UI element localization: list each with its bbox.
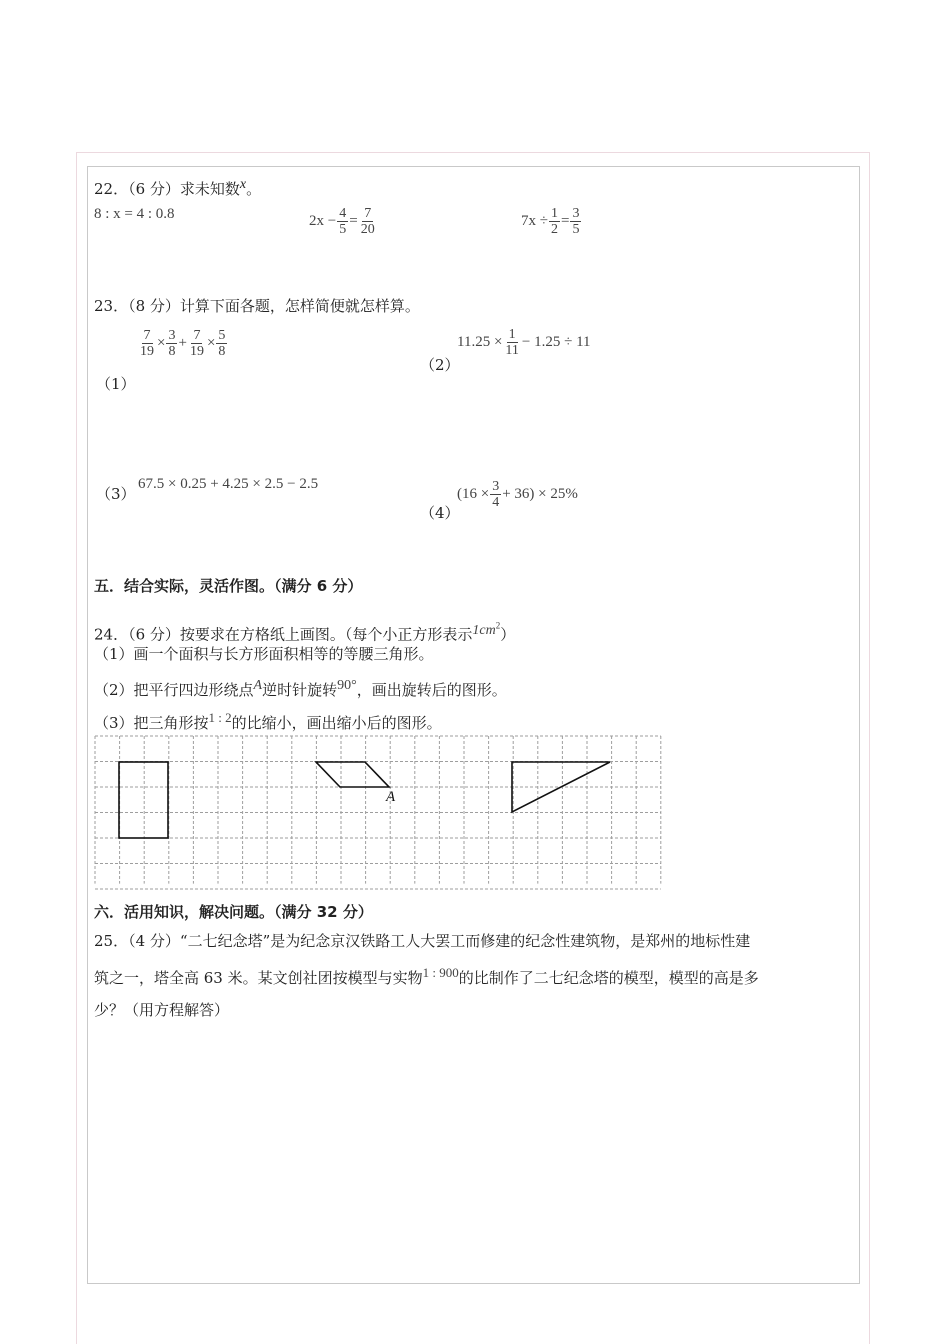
point-a-label: A: [386, 789, 396, 805]
fraction: [188, 328, 206, 359]
q23-part1-expression: [137, 328, 228, 359]
expression-prefix: 11.25 ×: [457, 334, 503, 350]
fraction-denominator: 5: [339, 222, 347, 237]
q25-line2-text-b: 的比制作了二七纪念塔的模型，模型的高是多: [458, 969, 759, 987]
q25-line-1: 25．（4 分）“二七纪念塔”是为纪念京汉铁路工人大罢工而修建的纪念性建筑物，是郑州的地标性建: [94, 932, 751, 950]
operator: +: [178, 335, 187, 351]
q25-text: [94, 925, 854, 1026]
q23-part3-label: （3）: [96, 485, 136, 503]
fraction-denominator: 8: [168, 344, 176, 359]
fraction-numerator: 7: [143, 328, 151, 343]
q22-title-end: 。: [246, 180, 262, 198]
q22-eq2-prefix: 2x −: [309, 213, 337, 229]
q22-equation-3: [521, 206, 582, 237]
q25-line-3: 少？（用方程解答）: [94, 1001, 230, 1019]
fraction-numerator: 3: [168, 328, 176, 343]
fraction-denominator: 2: [550, 222, 558, 237]
fraction-denominator: 4: [492, 495, 500, 510]
q23-title: 23．（8 分）计算下面各题，怎样简便就怎样算。: [94, 297, 420, 315]
rectangle-shape: [119, 762, 168, 838]
q24-item-3: [94, 708, 442, 733]
q24-item2-text-c: ，画出旋转后的图形。: [356, 681, 507, 699]
q23-part4-expression: [457, 479, 578, 510]
q24-item3-text-b: 的比缩小，画出缩小后的图形。: [231, 714, 442, 732]
grid-paper: [94, 735, 662, 891]
q22-eq2-fraction-1: [337, 206, 348, 237]
fraction-numerator: 7: [364, 206, 372, 221]
fraction-denominator: 5: [572, 222, 580, 237]
q24-item-1: （1）画一个面积与长方形面积相等的等腰三角形。: [94, 645, 434, 663]
section-5-heading: 五．结合实际，灵活作图。（满分 6 分）: [94, 577, 363, 595]
q23-part2-label: （2）: [420, 356, 460, 374]
q22-eq3-fraction-1: [549, 206, 560, 237]
fraction-denominator: 20: [360, 222, 375, 237]
fraction: [138, 328, 156, 359]
q24-item2-angle: 90°: [337, 678, 357, 693]
q24-title-end: ）: [500, 625, 516, 644]
grid-lines: [95, 736, 661, 889]
fraction-numerator: 4: [339, 206, 347, 221]
q24-title-text: 24．（6 分）按要求在方格纸上画图。（每个小正方形表示: [94, 625, 473, 644]
q23-part1-label: （1）: [96, 375, 136, 393]
q22-eq2-fraction-2: [359, 206, 377, 237]
q23-part2-expression: [457, 327, 591, 358]
q25-line-2: [94, 957, 854, 994]
section-6-heading: 六．活用知识，解决问题。（满分 32 分）: [94, 903, 373, 921]
q24-item-2: [94, 676, 507, 700]
fraction-numerator: 3: [572, 206, 580, 221]
q22-eq3-fraction-2: [570, 206, 581, 237]
q24-unit-exponent: 2: [495, 620, 501, 630]
fraction-numerator: 7: [193, 328, 201, 343]
fraction-numerator: 1: [508, 327, 516, 342]
q22-variable: x: [239, 177, 247, 192]
fraction-denominator: 19: [140, 344, 154, 359]
parallelogram-shape: [316, 762, 389, 787]
q22-title-text: 22．（6 分）求未知数: [94, 180, 240, 198]
operator: ×: [157, 335, 166, 351]
q25-line2-text-a: 筑之一，塔全高 63 米。某文创社团按模型与实物: [94, 969, 423, 987]
q22-equation-2: [309, 206, 378, 237]
q24-unit: 1cm: [472, 622, 496, 638]
expression-prefix: (16 ×: [457, 486, 490, 502]
fraction: [216, 328, 227, 359]
expression-suffix: + 36) × 25%: [502, 486, 578, 502]
q22-title: [94, 175, 261, 199]
q22-eq3-prefix: 7x ÷: [521, 213, 548, 229]
q24-item2-text-a: （2）把平行四边形绕点: [94, 681, 254, 699]
fraction-denominator: 8: [218, 344, 226, 359]
q24-item3-text-a: （3）把三角形按: [94, 714, 209, 732]
fraction: [166, 328, 177, 359]
q23-part4-label: （4）: [420, 504, 460, 522]
fraction: [503, 327, 520, 358]
equals-sign: =: [560, 213, 570, 229]
q24-title: [94, 615, 515, 645]
q22-equation-1: 8 : x = 4 : 0.8: [94, 206, 175, 222]
fraction-denominator: 19: [189, 344, 204, 359]
q24-item2-text-b: 逆时针旋转: [262, 681, 338, 699]
expression-suffix: − 1.25 ÷ 11: [521, 334, 591, 350]
q23-part3-expression: 67.5 × 0.25 + 4.25 × 2.5 − 2.5: [138, 476, 319, 492]
q24-item3-ratio: 1 : 2: [208, 710, 232, 725]
fraction-numerator: 1: [550, 206, 558, 221]
q25-ratio: 1 : 900: [422, 965, 459, 980]
fraction-numerator: 3: [492, 479, 500, 494]
q24-item2-point: A: [253, 678, 263, 693]
fraction-denominator: 11: [505, 343, 519, 358]
operator: ×: [206, 335, 216, 351]
fraction-numerator: 5: [218, 328, 226, 343]
fraction: [490, 479, 501, 510]
equals-sign: =: [349, 213, 358, 229]
